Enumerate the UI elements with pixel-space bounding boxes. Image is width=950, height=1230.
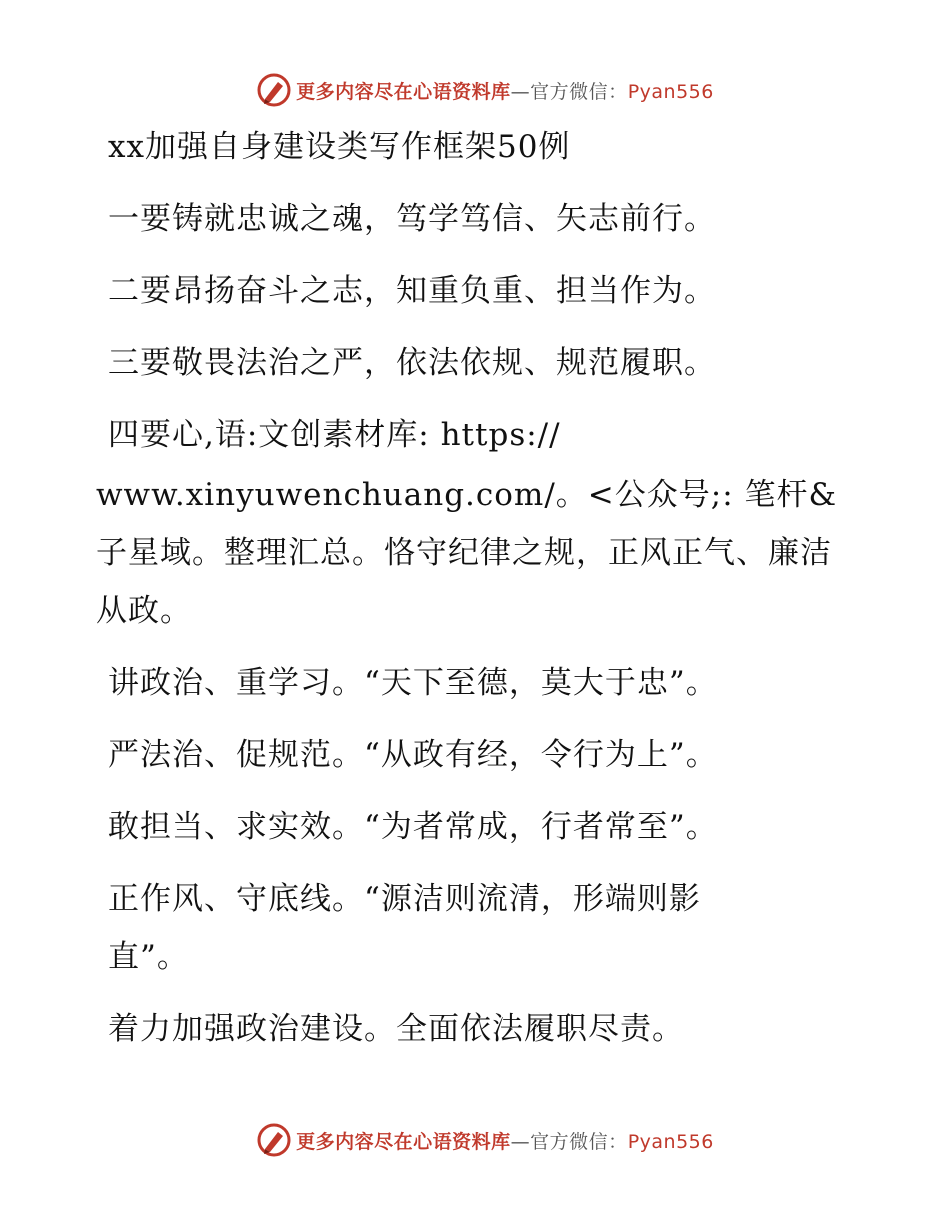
footer-banner (0, 1120, 950, 1160)
paragraph-8: 敢担当、求实效。“为者常成，行者常至”。 (108, 809, 718, 845)
paragraph-5: www.xinyuwenchuang.com/。<公众号;: 笔杆&子星域。整理汇总。恪守纪律之规，正风正气、廉洁从政。 (96, 477, 838, 629)
header-banner (0, 70, 950, 110)
footer-banner-text (296, 1127, 714, 1154)
paragraph-9: 正作风、守底线。“源洁则流清，形端则影直”。 (108, 881, 701, 975)
header-banner-content (256, 72, 714, 108)
header-dash: — (510, 80, 531, 103)
header-official-text: 官方微信： (530, 80, 628, 103)
footer-banner-content (256, 1122, 714, 1158)
footer-wechat-id: Pyan556 (627, 1130, 714, 1153)
paragraph-10: 着力加强政治建设。全面依法履职尽责。 (108, 1011, 684, 1047)
paragraph-2: 二要昂扬奋斗之志，知重负重、担当作为。 (108, 273, 716, 309)
document-body (96, 118, 856, 1072)
pen-in-circle-icon (256, 1122, 292, 1158)
paragraph-4: 四要心,语:文创素材库: https:// (108, 417, 561, 453)
footer-official-text: 官方微信： (530, 1130, 628, 1153)
paragraph-3: 三要敬畏法治之严，依法依规、规范履职。 (108, 345, 716, 381)
paragraph-7: 严法治、促规范。“从政有经，令行为上”。 (108, 737, 718, 773)
header-wechat-id: Pyan556 (627, 80, 714, 103)
pen-in-circle-icon (256, 72, 292, 108)
header-banner-text (296, 77, 714, 104)
footer-dash: — (510, 1130, 531, 1153)
paragraph-6: 讲政治、重学习。“天下至德，莫大于忠”。 (108, 665, 718, 701)
paragraph-1: 一要铸就忠诚之魂，笃学笃信、矢志前行。 (108, 201, 716, 237)
header-library-text: 更多内容尽在心语资料库 (296, 80, 511, 103)
document-title: xx加强自身建设类写作框架50例 (108, 129, 571, 165)
footer-library-text: 更多内容尽在心语资料库 (296, 1130, 511, 1153)
